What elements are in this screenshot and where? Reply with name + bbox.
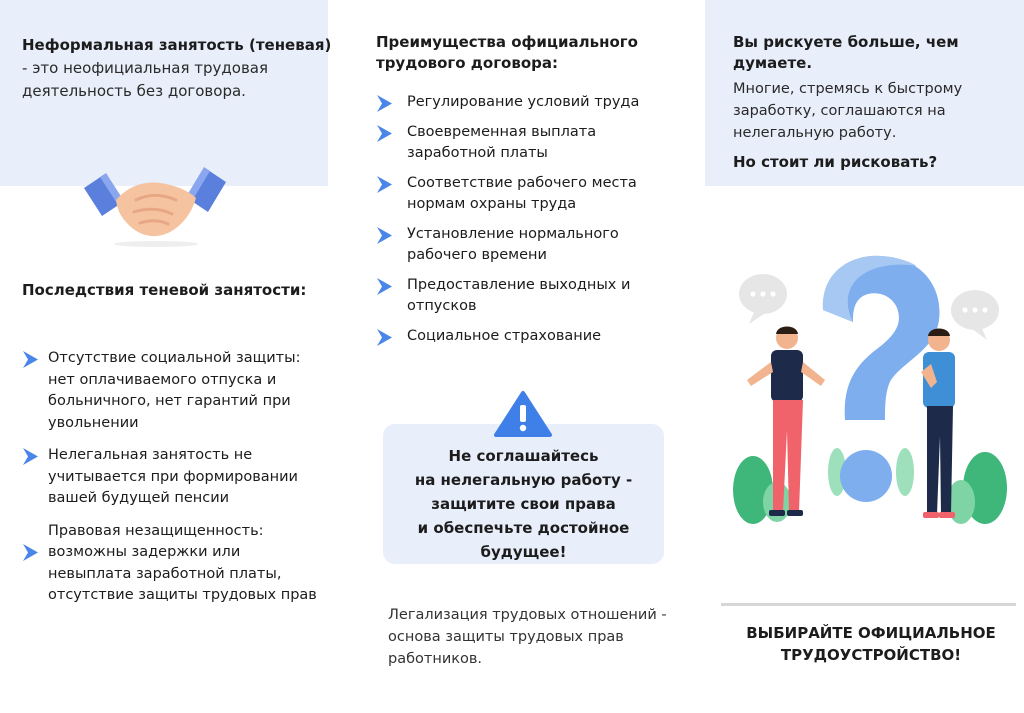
handshake-icon: [80, 160, 230, 250]
list-item: [22, 521, 322, 607]
definition-body: это неофициальная трудовая деятельность без договора.: [22, 59, 268, 100]
arrow-bullet-icon: [376, 277, 393, 296]
list-item: [376, 92, 686, 114]
definition-term: Неформальная занятость (теневая): [22, 36, 332, 54]
list-item: [22, 445, 322, 510]
man-right: [921, 329, 955, 519]
advantages-heading: Преимущества официального трудового договора:: [376, 33, 638, 72]
list-item-text: Отсутствие социальной защиты: нет оплачиваемого отпуска и больничного, нет гарантий при увольнении: [48, 350, 301, 431]
advantages-list: [376, 92, 686, 355]
list-item: [376, 122, 686, 165]
speech-bubble-icon: [739, 274, 787, 324]
callout-line: на нелегальную работу -: [414, 471, 633, 489]
arrow-bullet-icon: [376, 175, 393, 194]
consequences-list: [22, 348, 322, 618]
list-item-text: Своевременная выплата заработной платы: [407, 123, 597, 161]
arrow-bullet-icon: [376, 94, 393, 113]
callout-line: защитите свои права: [431, 495, 616, 513]
risk-heading: Вы рискуете больше, чем думаете.: [733, 33, 959, 72]
arrow-bullet-icon: [22, 447, 39, 466]
arrow-bullet-icon: [376, 328, 393, 347]
cta-text: ВЫБИРАЙТЕ ОФИЦИАЛЬНОЕ ТРУДОУСТРОЙСТВО!: [746, 624, 996, 664]
definition-text: [22, 34, 332, 103]
callout-line: и обеспечьте достойное будущее!: [417, 519, 630, 561]
risk-question: Но стоит ли рисковать?: [733, 153, 938, 171]
warning-icon: [493, 390, 553, 438]
list-item-text: Нелегальная занятость не учитывается при формировании вашей будущей пенсии: [48, 447, 298, 506]
list-item-text: Соответствие рабочего места нормам охраны труда: [407, 174, 637, 212]
list-item: [376, 224, 686, 267]
callout-text: [383, 444, 664, 564]
list-item-text: Предоставление выходных и отпусков: [407, 276, 631, 314]
arrow-bullet-icon: [376, 124, 393, 143]
arrow-bullet-icon: [22, 350, 39, 369]
divider: [721, 603, 1016, 606]
list-item-text: Социальное страхование: [407, 327, 602, 344]
list-item: [376, 326, 686, 348]
legalization-text: Легализация трудовых отношений - основа защиты трудовых прав работников.: [388, 607, 667, 667]
arrow-bullet-icon: [22, 543, 39, 562]
definition-dash: -: [22, 59, 33, 77]
speech-bubble-icon: [951, 290, 999, 340]
question-illustration: [725, 240, 1015, 525]
list-item-text: Установление нормального рабочего времени: [407, 225, 619, 263]
list-item-text: Правовая незащищенность: возможны задержки или невыплата заработной платы, отсутствие защиты трудовых прав: [48, 522, 317, 603]
list-item-text: Регулирование условий труда: [407, 94, 640, 110]
list-item: [376, 275, 686, 318]
risk-description: Многие, стремясь к быстрому заработку, соглашаются на нелегальную работу.: [733, 81, 963, 141]
list-item: [376, 173, 686, 216]
callout-line: Не соглашайтесь: [448, 447, 599, 465]
arrow-bullet-icon: [376, 226, 393, 245]
consequences-heading: Последствия теневой занятости:: [22, 281, 307, 299]
list-item: [22, 348, 322, 434]
